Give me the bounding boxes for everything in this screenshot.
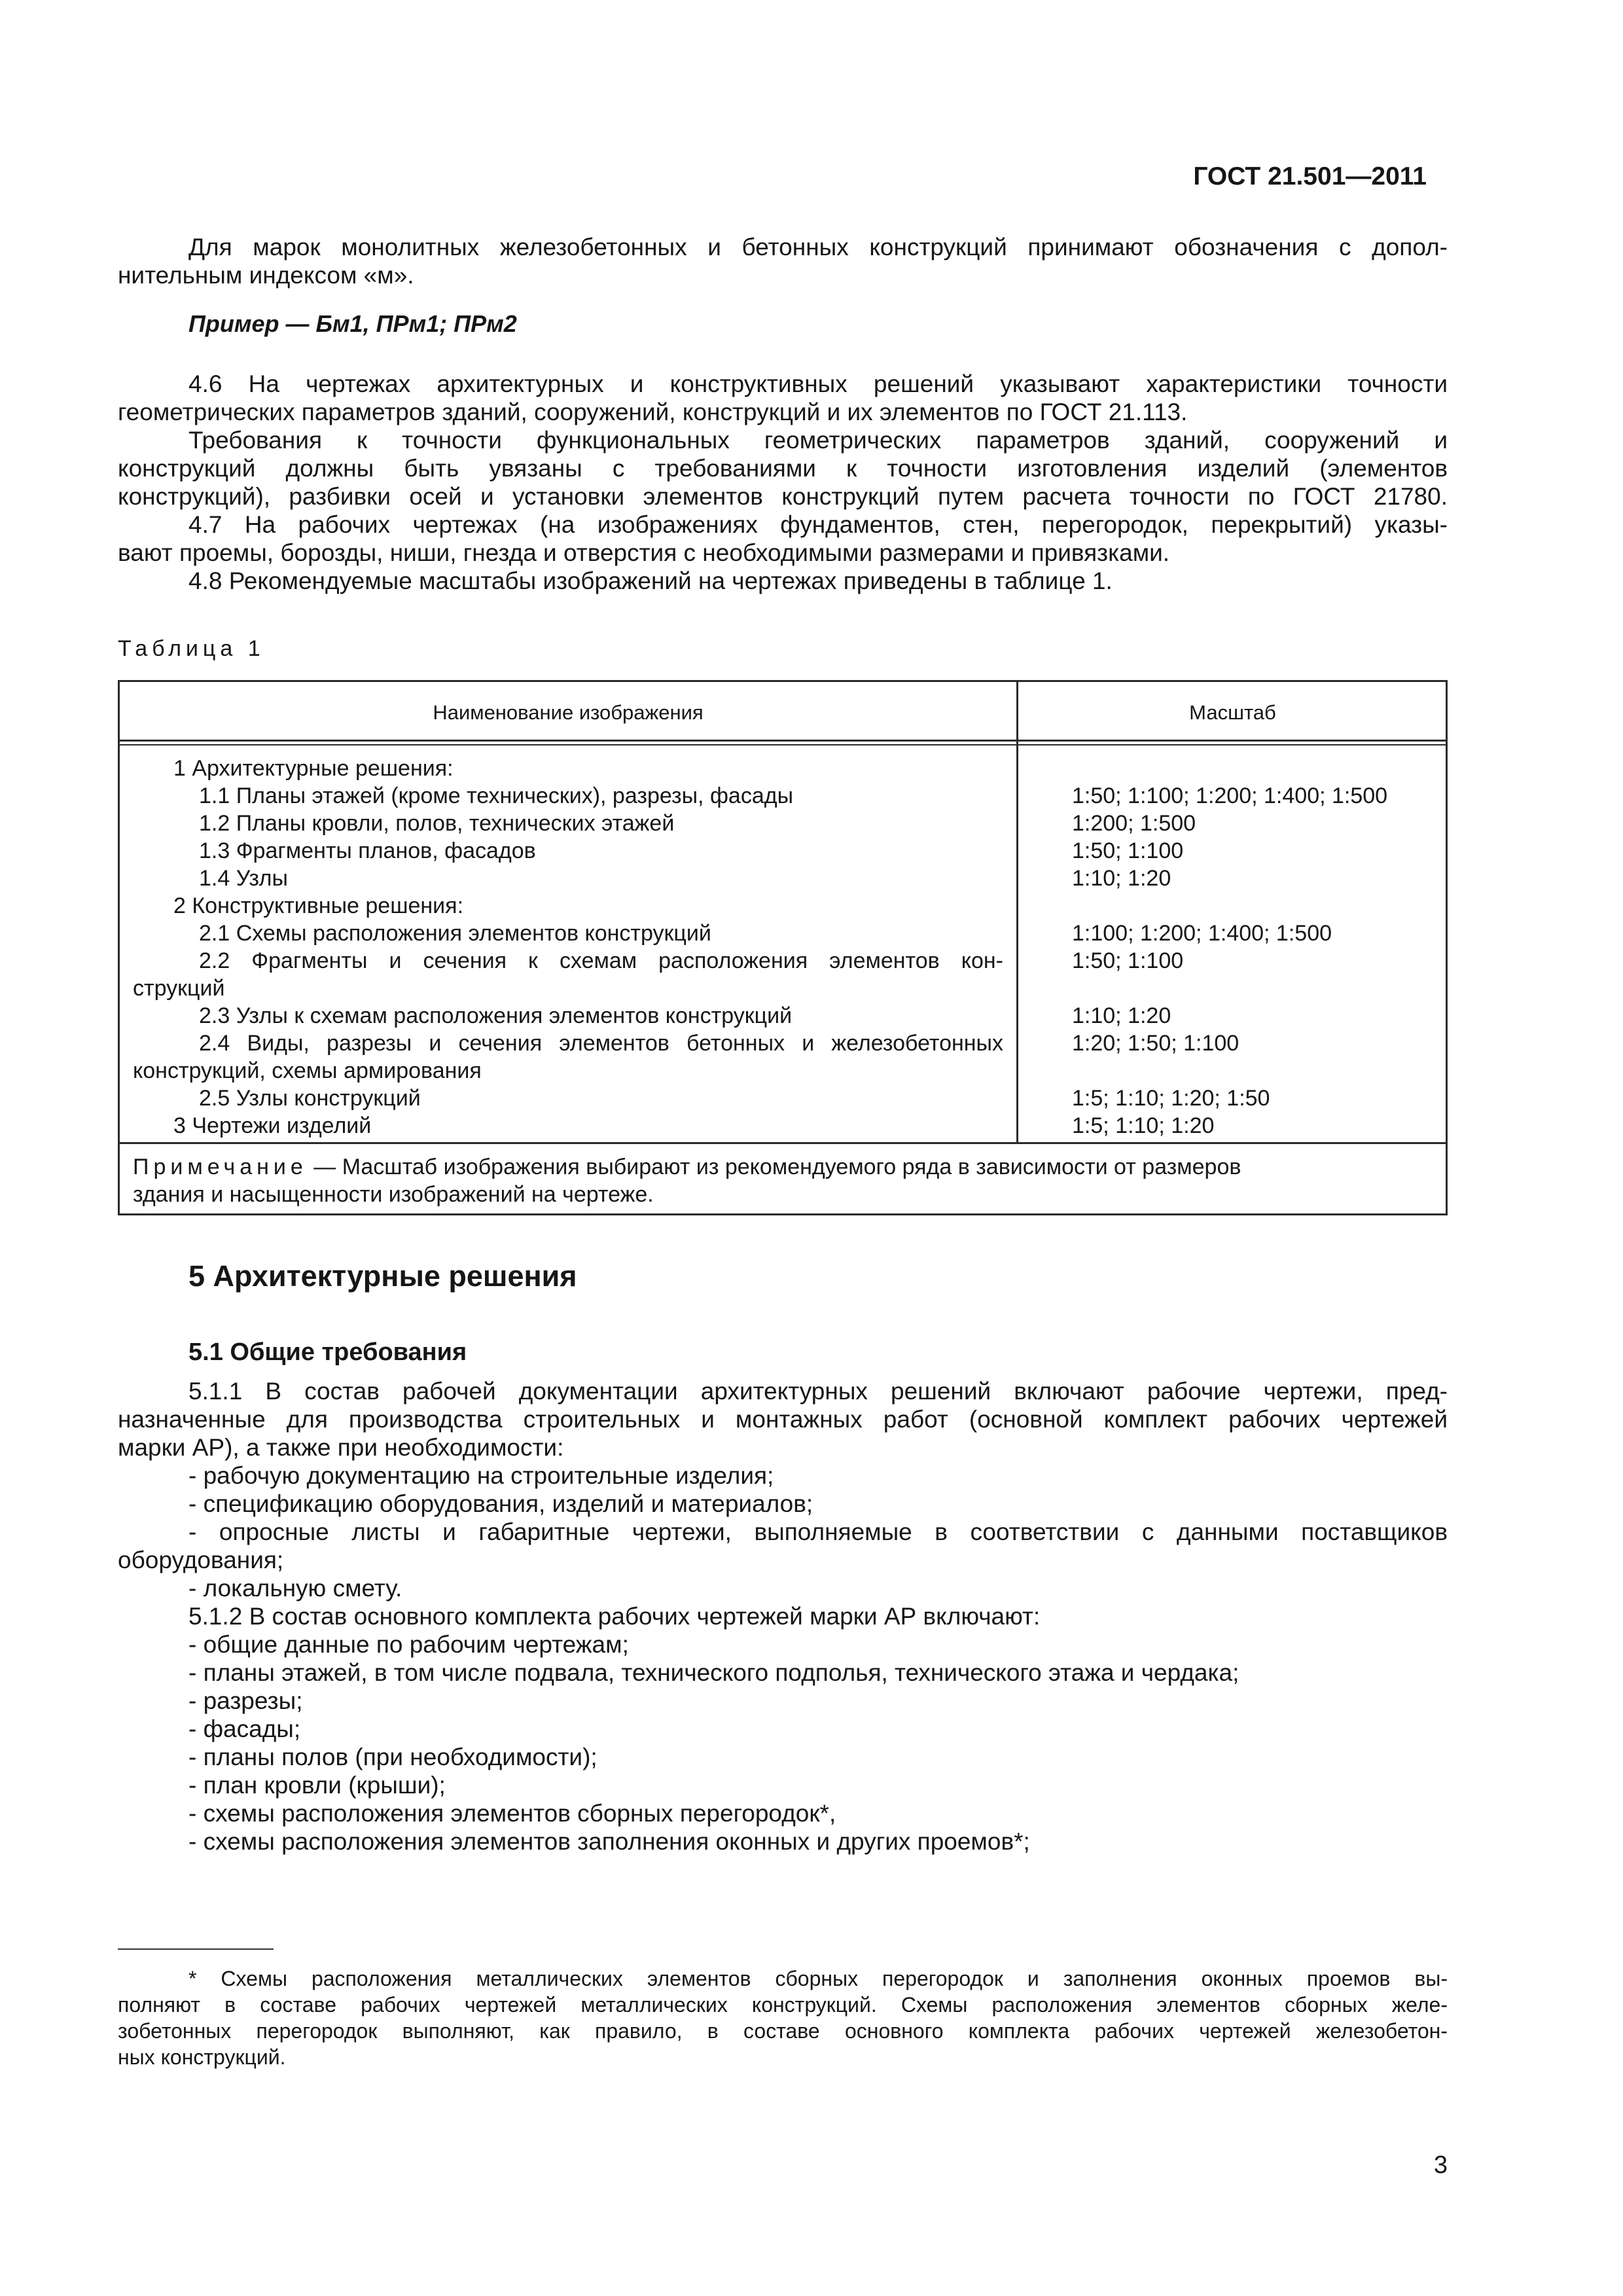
table-header-rule [120,740,1446,742]
paragraph-4-6-line: геометрических параметров зданий, сооружений, конструкций и их элементов по ГОСТ 21.113. [118,399,1188,425]
table-row-name: 2.5 Узлы конструкций [199,1086,421,1111]
list-item: - рабочую документацию на строительные изделия; [188,1462,774,1489]
list-item: - фасады; [188,1715,301,1742]
list-item: - схемы расположения элементов сборных перегородок*, [188,1800,836,1827]
table-row-scale: 1:50; 1:100 [1072,838,1184,863]
paragraph-5-1-1-line: 5.1.1 В состав рабочей документации архитектурных решений включают рабочие чертежи, пред- [188,1378,1448,1405]
table-row-scale: 1:20; 1:50; 1:100 [1072,1031,1240,1056]
table-row-name: 2 Конструктивные решения: [173,893,464,918]
list-item: - схемы расположения элементов заполнения оконных и других проемов*; [188,1828,1030,1855]
paragraph-4-7-line: 4.7 На рабочих чертежах (на изображениях фундаментов, стен, перегородок, перекрытий) указы- [188,511,1448,538]
table-note-rule [120,1142,1446,1144]
paragraph-4-6-line: 4.6 На чертежах архитектурных и конструктивных решений указывают характеристики точности [188,370,1448,397]
table-row-scale: 1:50; 1:100 [1072,948,1184,973]
scales-table [118,680,1448,1215]
example-text: Пример — Бм1, ПРм1; ПРм2 [188,310,517,337]
footnote-line: ных конструкций. [118,2045,286,2069]
table-note-line: здания и насыщенности изображений на чертеже. [133,1182,654,1207]
list-item: - план кровли (крыши); [188,1772,446,1799]
table-note-label: Примечание [133,1155,308,1179]
paragraph-4-8: 4.8 Рекомендуемые масштабы изображений на чертежах приведены в таблице 1. [188,567,1113,594]
table-note [133,1153,1435,1208]
table-caption: Таблица 1 [118,636,265,661]
table-row-name-cont: струкций [133,976,225,1001]
list-item-cont: оборудования; [118,1547,284,1573]
footnote-line: полняют в составе рабочих чертежей металлических конструкций. Схемы расположения элементов сборных желе- [118,1993,1448,2017]
table-row-name: 1.1 Планы этажей (кроме технических), разрезы, фасады [199,783,794,808]
footnote-line: зобетонных перегородок выполняют, как правило, в составе основного комплекта рабочих чертежей железобетон- [118,2019,1448,2043]
list-item: - общие данные по рабочим чертежам; [188,1631,629,1658]
table-row-name: 2.1 Схемы расположения элементов конструкций [199,921,711,946]
table-row-name: 2.4 Виды, разрезы и сечения элементов бетонных и железобетонных [199,1031,1003,1056]
table-header-rule [120,744,1446,745]
table-row-name: 1 Архитектурные решения: [173,756,454,781]
list-item: - планы полов (при необходимости); [188,1744,597,1770]
footnote-line: * Схемы расположения металлических элементов сборных перегородок и заполнения оконных проемов вы- [188,1967,1448,1990]
table-row-scale: 1:10; 1:20 [1072,866,1171,891]
table-note-line [133,1153,1435,1181]
page-number: 3 [1433,2151,1448,2179]
paragraph-4-6b-line: конструкций), разбивки осей и установки элементов конструкций путем расчета точности по ГОСТ 21780. [118,483,1448,510]
table-row-name: 3 Чертежи изделий [173,1113,372,1138]
table-note-text: — Масштаб изображения выбирают из рекомендуемого ряда в зависимости от размеров [307,1155,1241,1179]
table-row-scale: 1:5; 1:10; 1:20 [1072,1113,1215,1138]
table-row-scale: 1:5; 1:10; 1:20; 1:50 [1072,1086,1270,1111]
table-header-scale: Масштаб [1189,701,1276,724]
table-column-rule [1016,682,1018,1142]
section-5-1-title: 5.1 Общие требования [188,1338,467,1366]
section-5-title: 5 Архитектурные решения [188,1259,577,1293]
list-item: - планы этажей, в том числе подвала, технического подполья, технического этажа и чердака; [188,1659,1240,1686]
table-row-scale: 1:10; 1:20 [1072,1003,1171,1028]
table-row-scale: 1:50; 1:100; 1:200; 1:400; 1:500 [1072,783,1388,808]
table-row-name: 2.2 Фрагменты и сечения к схемам расположения элементов кон- [199,948,1003,973]
paragraph-5-1-1-line: назначенные для производства строительных и монтажных работ (основной комплект рабочих чертежей [118,1406,1448,1433]
table-row-name: 2.3 Узлы к схемам расположения элементов конструкций [199,1003,793,1028]
footnote-rule [118,1948,274,1950]
table-row-name: 1.4 Узлы [199,866,288,891]
table-row-name-cont: конструкций, схемы армирования [133,1058,482,1083]
paragraph-5-1-1-line: марки АР), а также при необходимости: [118,1434,564,1461]
list-item: - локальную смету. [188,1575,402,1602]
list-item: - спецификацию оборудования, изделий и материалов; [188,1490,813,1517]
table-row-scale: 1:200; 1:500 [1072,811,1196,836]
table-row-name: 1.3 Фрагменты планов, фасадов [199,838,536,863]
paragraph-4-6b-line: Требования к точности функциональных геометрических параметров зданий, сооружений и [188,427,1448,454]
paragraph-4-6b-line: конструкций должны быть увязаны с требованиями к точности изготовления изделий (элементов [118,455,1448,482]
table-header-name: Наименование изображения [433,701,704,724]
document-number: ГОСТ 21.501—2011 [1193,162,1427,190]
intro-paragraph-line: Для марок монолитных железобетонных и бетонных конструкций принимают обозначения с допол- [188,234,1448,260]
paragraph-4-7-line: вают проемы, борозды, ниши, гнезда и отверстия с необходимыми размерами и привязками. [118,539,1170,566]
table-row-scale: 1:100; 1:200; 1:400; 1:500 [1072,921,1332,946]
list-item: - опросные листы и габаритные чертежи, выполняемые в соответствии с данными поставщиков [188,1518,1448,1545]
table-row-name: 1.2 Планы кровли, полов, технических этажей [199,811,675,836]
list-item: - разрезы; [188,1687,303,1714]
intro-paragraph-line: нительным индексом «м». [118,262,414,289]
paragraph-5-1-2: 5.1.2 В состав основного комплекта рабочих чертежей марки АР включают: [188,1603,1041,1630]
